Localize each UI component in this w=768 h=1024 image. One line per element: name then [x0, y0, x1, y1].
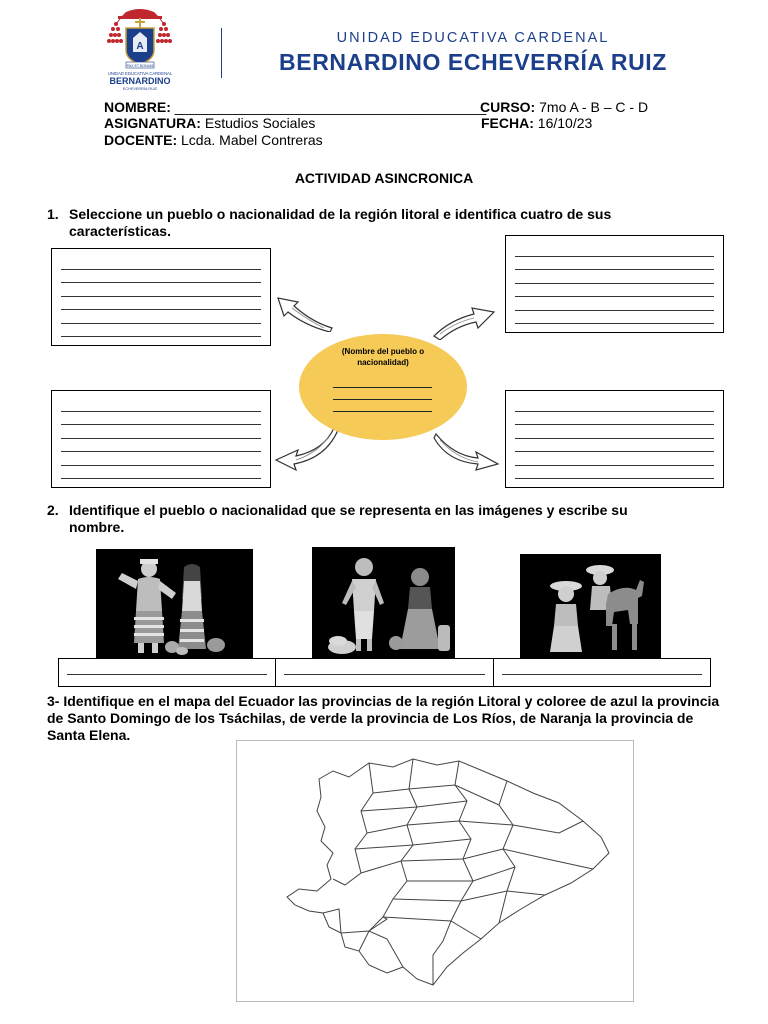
characteristic-box-top-left[interactable] — [51, 248, 271, 346]
oval-answer-line[interactable] — [333, 399, 432, 400]
fecha-label: FECHA: — [481, 115, 534, 131]
characteristic-box-top-right[interactable] — [505, 235, 724, 333]
image-answer-3[interactable] — [494, 659, 710, 686]
fecha-field — [481, 115, 592, 131]
asignatura-field — [104, 115, 315, 131]
fecha-value: 16/10/23 — [537, 115, 593, 131]
image-answer-1[interactable] — [59, 659, 276, 686]
svg-text:A: A — [136, 41, 144, 52]
cardinal-coat-of-arms-icon — [104, 8, 176, 92]
oval-answer-line[interactable] — [333, 387, 432, 388]
q2-text: Identifique el pueblo o nacionalidad que se representa en las imágenes y escribe su nombre. — [69, 502, 628, 535]
nombre-field[interactable] — [104, 99, 486, 115]
asignatura-value: Estudios Sociales — [204, 115, 316, 131]
nombre-label: NOMBRE: — [104, 99, 171, 115]
q1-number: 1. — [47, 206, 59, 222]
docente-field — [104, 132, 323, 148]
logo-caption-top: UNIDAD EDUCATIVA CARDENAL — [107, 71, 173, 76]
docente-value: Lcda. Mabel Contreras — [181, 132, 323, 148]
q3-text: 3- Identifique en el mapa del Ecuador las provincias de la región Litoral y coloree de azul la provincia de Santo Domingo de los Tsáchilas, de verde la provincia de Los Ríos, de Naranja la provincia de Santa Elena. — [47, 693, 720, 743]
curso-label: CURSO: — [480, 99, 536, 115]
center-oval-label: (Nombre del pueblo o nacionalidad) — [341, 347, 425, 367]
oval-answer-line[interactable] — [333, 411, 432, 412]
characteristic-box-bottom-left[interactable] — [51, 390, 271, 488]
image-answer-2[interactable] — [276, 659, 493, 686]
ecuador-map[interactable] — [236, 740, 634, 1002]
image-answers-row — [58, 658, 711, 687]
people-image-3 — [520, 554, 661, 658]
curso-field — [480, 99, 648, 115]
arrow-bottom-left-icon — [272, 424, 340, 472]
school-logo — [104, 8, 176, 92]
characteristic-box-bottom-right[interactable] — [505, 390, 724, 488]
curso-value: 7mo A - B – C - D — [539, 99, 649, 115]
logo-caption-mid: BERNARDINO — [109, 76, 171, 86]
q2-number: 2. — [47, 502, 59, 518]
arrow-top-right-icon — [430, 298, 498, 340]
school-prefix: UNIDAD EDUCATIVA CARDENAL — [336, 30, 610, 46]
nombre-value[interactable]: ________________________________________ — [174, 99, 487, 115]
school-name: BERNARDINO ECHEVERRÍA RUIZ — [279, 49, 667, 75]
header-divider — [221, 28, 222, 78]
q1-text: Seleccione un pueblo o nacionalidad de la región litoral e identifica cuatro de sus características. — [69, 206, 612, 239]
arrow-bottom-right-icon — [432, 428, 502, 472]
logo-motto: PAX ET BONUM — [126, 63, 154, 68]
arrow-top-left-icon — [272, 292, 336, 332]
people-image-2 — [312, 547, 455, 658]
activity-title: ACTIVIDAD ASINCRONICA — [294, 170, 474, 186]
ecuador-provinces-map — [237, 741, 633, 1001]
logo-caption-bottom: ECHEVERRÍA RUIZ — [122, 87, 158, 91]
asignatura-label: ASIGNATURA: — [104, 115, 201, 131]
docente-label: DOCENTE: — [104, 132, 178, 148]
people-image-1 — [96, 549, 253, 658]
